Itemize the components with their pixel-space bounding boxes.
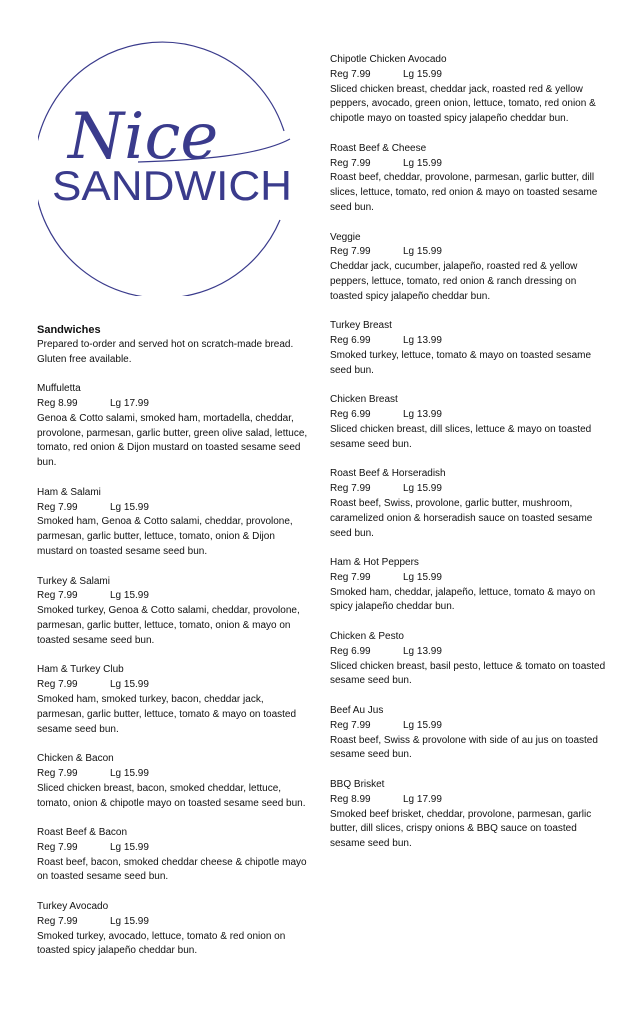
- price-regular: Reg 7.99: [330, 483, 371, 495]
- item-prices: [37, 589, 309, 604]
- item-description: Sliced chicken breast, bacon, smoked cheddar, lettuce, tomato, onion & chipotle mayo on toasted sesame seed bun.: [37, 782, 306, 809]
- menu-item: [330, 778, 610, 852]
- price-large: Lg 13.99: [403, 335, 442, 347]
- item-prices: [37, 397, 309, 412]
- item-description: Sliced chicken breast, cheddar jack, roasted red & yellow peppers, avocado, green onion, lettuce, tomato, red onion & chipotle mayo on toasted spicy jalapeño cheddar bun.: [330, 83, 596, 125]
- item-prices: [330, 157, 610, 172]
- item-prices: [330, 245, 610, 260]
- item-description: Smoked turkey, avocado, lettuce, tomato & red onion on toasted spicy jalapeño cheddar bun.: [37, 930, 286, 957]
- price-regular: Reg 7.99: [330, 157, 371, 169]
- menu-item: [37, 900, 309, 959]
- item-prices: [37, 841, 309, 856]
- price-large: Lg 15.99: [110, 915, 149, 927]
- item-name: Chicken Breast: [330, 394, 398, 406]
- menu-item: [330, 142, 610, 216]
- item-prices: [330, 68, 610, 83]
- price-large: Lg 13.99: [403, 645, 442, 657]
- price-regular: Reg 7.99: [37, 501, 78, 513]
- price-large: Lg 15.99: [403, 157, 442, 169]
- price-regular: Reg 7.99: [37, 915, 78, 927]
- item-name: Ham & Hot Peppers: [330, 557, 419, 569]
- item-prices: [37, 915, 309, 930]
- price-large: Lg 15.99: [403, 246, 442, 258]
- item-description: Genoa & Cotto salami, smoked ham, mortadella, cheddar, provolone, parmesan, garlic butter, green olive salad, lettuce, tomato, red onion & Dijon mustard on toasted sesame seed bun.: [37, 412, 308, 469]
- right-menu-list: [330, 53, 610, 852]
- item-name: Turkey Breast: [330, 320, 392, 332]
- item-name: Turkey Avocado: [37, 901, 109, 913]
- item-name: Chipotle Chicken Avocado: [330, 54, 447, 65]
- item-name: Roast Beef & Bacon: [37, 827, 128, 839]
- price-regular: Reg 6.99: [330, 335, 371, 347]
- item-description: Smoked ham, Genoa & Cotto salami, cheddar, provolone, parmesan, garlic butter, lettuce, tomato, onion & Dijon mustard on toasted sesame seed bun.: [37, 516, 293, 557]
- price-large: Lg 15.99: [110, 841, 149, 853]
- price-regular: Reg 7.99: [330, 571, 371, 583]
- logo-word: SANDWICH: [52, 162, 292, 209]
- item-prices: [330, 571, 610, 586]
- price-large: Lg 13.99: [403, 409, 442, 421]
- right-column: [330, 53, 610, 867]
- section-title: Sandwiches: [37, 324, 101, 336]
- price-regular: Reg 7.99: [37, 767, 78, 779]
- item-description: Roast beef, Swiss, provolone, garlic butter, mushroom, caramelized onion & horseradish sauce on toasted sesame seed bun.: [330, 497, 593, 539]
- menu-item: [37, 486, 309, 560]
- menu-item: [330, 319, 610, 378]
- price-regular: Reg 8.99: [37, 397, 78, 409]
- item-name: Turkey & Salami: [37, 575, 110, 587]
- item-name: Ham & Turkey Club: [37, 664, 124, 676]
- price-large: Lg 15.99: [110, 679, 149, 691]
- left-menu-list: [37, 382, 309, 959]
- price-large: Lg 17.99: [110, 397, 149, 409]
- item-prices: [330, 793, 610, 808]
- menu-item: [330, 704, 610, 763]
- item-description: Smoked beef brisket, cheddar, provolone, parmesan, garlic butter, dill slices, crispy onions & BBQ sauce on toasted sesame seed bun.: [330, 808, 592, 850]
- item-prices: [37, 678, 309, 693]
- item-prices: [330, 482, 610, 497]
- item-description: Roast beef, cheddar, provolone, parmesan, garlic butter, dill slices, lettuce, tomato, red onion & mayo on toasted sesame seed bun.: [330, 172, 598, 213]
- menu-item: [37, 575, 309, 649]
- price-regular: Reg 7.99: [330, 719, 371, 731]
- price-large: Lg 17.99: [403, 793, 442, 805]
- intro-line: Prepared to-order and served hot on scratch-made bread.: [37, 338, 294, 350]
- price-regular: Reg 8.99: [330, 793, 371, 805]
- price-regular: Reg 6.99: [330, 409, 371, 421]
- item-description: Smoked ham, cheddar, jalapeño, lettuce, tomato & mayo on spicy jalapeño cheddar bun.: [330, 586, 596, 613]
- item-description: Sliced chicken breast, dill slices, lettuce & mayo on toasted sesame seed bun.: [330, 423, 592, 450]
- item-name: Beef Au Jus: [330, 705, 384, 717]
- item-prices: [330, 334, 610, 349]
- menu-item: [330, 53, 610, 127]
- menu-item: [330, 393, 610, 452]
- left-column: [37, 323, 309, 974]
- menu-item: [37, 382, 309, 471]
- item-description: Smoked turkey, lettuce, tomato & mayo on toasted sesame seed bun.: [330, 349, 592, 376]
- item-prices: [330, 645, 610, 660]
- price-regular: Reg 7.99: [37, 841, 78, 853]
- intro-line: Gluten free available.: [37, 353, 132, 365]
- price-regular: Reg 7.99: [330, 68, 371, 80]
- item-name: Chicken & Pesto: [330, 631, 404, 643]
- item-prices: [37, 767, 309, 782]
- menu-item: [330, 630, 610, 689]
- price-large: Lg 15.99: [403, 68, 442, 80]
- item-description: Smoked ham, smoked turkey, bacon, cheddar jack, parmesan, garlic butter, lettuce, tomato & mayo on toasted sesame seed bun.: [37, 693, 297, 735]
- price-large: Lg 15.99: [403, 571, 442, 583]
- menu-item: [330, 556, 610, 615]
- menu-item: [37, 663, 309, 737]
- item-prices: [330, 408, 610, 423]
- item-name: Roast Beef & Cheese: [330, 142, 427, 154]
- item-name: Ham & Salami: [37, 486, 101, 498]
- item-name: Muffuletta: [37, 383, 81, 395]
- price-large: Lg 15.99: [110, 501, 149, 513]
- price-large: Lg 15.99: [403, 719, 442, 731]
- item-name: Chicken & Bacon: [37, 753, 114, 765]
- price-large: Lg 15.99: [110, 590, 149, 602]
- price-regular: Reg 7.99: [37, 590, 78, 602]
- item-prices: [37, 501, 309, 516]
- item-name: Veggie: [330, 231, 361, 243]
- item-description: Roast beef, bacon, smoked cheddar cheese & chipotle mayo on toasted sesame seed bun.: [37, 856, 307, 883]
- price-regular: Reg 6.99: [330, 645, 371, 657]
- item-prices: [330, 719, 610, 734]
- menu-item: [330, 231, 610, 305]
- price-regular: Reg 7.99: [330, 246, 371, 258]
- item-name: Roast Beef & Horseradish: [330, 468, 446, 480]
- menu-item: [37, 752, 309, 811]
- nice-sandwich-logo: [38, 36, 298, 296]
- item-name: BBQ Brisket: [330, 779, 385, 791]
- item-description: Sliced chicken breast, basil pesto, lettuce & tomato on toasted sesame seed bun.: [330, 660, 606, 687]
- price-large: Lg 15.99: [110, 767, 149, 779]
- price-large: Lg 15.99: [403, 483, 442, 495]
- item-description: Smoked turkey, Genoa & Cotto salami, cheddar, provolone, parmesan, garlic butter, lettuce, tomato, onion & mayo on toasted sesame seed bun.: [37, 605, 300, 646]
- menu-item: [37, 826, 309, 885]
- price-regular: Reg 7.99: [37, 679, 78, 691]
- item-description: Cheddar jack, cucumber, jalapeño, roasted red & yellow peppers, lettuce, tomato, red onion & ranch dressing on toasted spicy jalapeño cheddar bun.: [330, 261, 578, 302]
- menu-item: [330, 467, 610, 541]
- item-description: Roast beef, Swiss & provolone with side of au jus on toasted sesame seed bun.: [330, 734, 598, 761]
- logo-script-word: Nice: [68, 100, 219, 174]
- section-intro: [37, 338, 309, 368]
